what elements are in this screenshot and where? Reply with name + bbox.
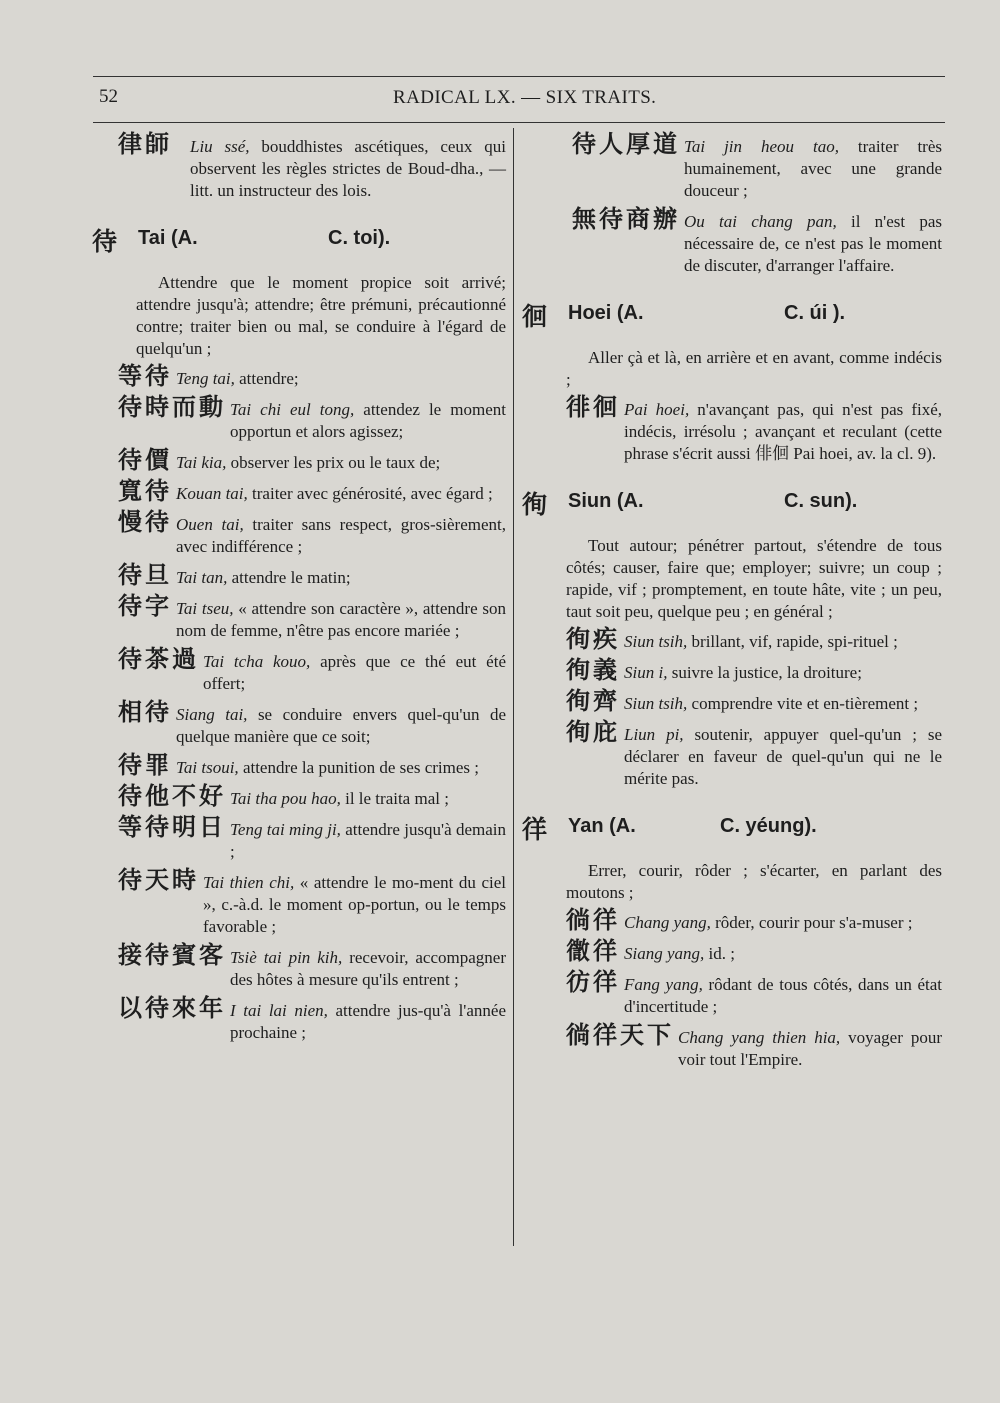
entry-romanization: Tai jin heou tao, [684, 137, 839, 156]
entry-romanization: Tai tseu, [176, 599, 234, 618]
entry-text: traiter très humainement, avec une grande douceur ; [684, 137, 942, 200]
dictionary-entry [118, 782, 506, 810]
entry-text: après que ce thé eut été offert; [203, 652, 506, 693]
page-number: 52 [99, 86, 118, 107]
dictionary-entry [566, 687, 942, 715]
dictionary-entry [118, 561, 506, 589]
left-entries-list [118, 362, 507, 1044]
dictionary-entry [566, 906, 942, 934]
entry-text: id. ; [704, 944, 735, 963]
dictionary-entry [118, 813, 506, 863]
entry-text: se conduire envers quel-qu'un de quelque manière que ce soit; [176, 705, 507, 746]
entry-text: « attendre son caractère », attendre son nom de femme, n'être pas encore mariée ; [176, 599, 506, 640]
entry-text: brillant, vif, rapide, spi-rituel ; [687, 632, 898, 651]
entry-text: suivre la justice, la droiture; [667, 663, 862, 682]
entry-text: attendre le matin; [227, 568, 351, 587]
entry-chinese: 待他不好 [118, 782, 226, 810]
entry-chinese: 待茶過 [118, 645, 199, 673]
entry-romanization: Tai tcha kouo, [203, 652, 311, 671]
entry-chinese: 徜徉 [566, 906, 620, 934]
entry-romanization: Tai tan, [176, 568, 228, 587]
entry-text: traiter sans respect, gros-sièrement, avec indifférence ; [176, 515, 506, 556]
right-sections-list [522, 299, 942, 1071]
dictionary-entry [118, 508, 506, 558]
entry-romanization: Chang yang thien hia, [678, 1028, 841, 1047]
entry-chinese: 相待 [118, 698, 172, 726]
entry-text: soutenir, appuyer quel-qu'un ; se déclarer en faveur de quel-qu'un qui ne le mérite pas. [624, 725, 942, 788]
entry-text: recevoir, accompagner des hôtes à mesure qu'ils entrent ; [230, 948, 506, 989]
head-character: 徊 [522, 302, 548, 331]
entry-text: attendre jusqu'à demain ; [230, 820, 506, 861]
entry-text: il le traita mal ; [340, 789, 449, 808]
entry-text: attendre jus-qu'à l'année prochaine ; [230, 1001, 507, 1042]
entry-chinese: 等待 [118, 362, 172, 390]
entry-romanization: Chang yang, [624, 913, 711, 932]
dictionary-entry [118, 994, 507, 1044]
entry-chinese: 待字 [118, 592, 172, 620]
entry-romanization: Tai kia, [176, 453, 227, 472]
entry-text: rôdant de tous côtés, dans un état d'incertitude ; [624, 975, 942, 1016]
entry-romanization: Siun tsih, [624, 694, 688, 713]
entry-romanization: Tai chi eul tong, [230, 400, 355, 419]
entry-chinese: 以待來年 [118, 994, 226, 1022]
dictionary-entry [566, 625, 942, 653]
right-column [522, 130, 942, 1080]
entry-romanization: Pai hoei, [624, 400, 690, 419]
dictionary-entry [572, 130, 942, 202]
definition: Tout autour; pénétrer partout, s'étendre de tous côtés; causer, faire que; employer; suivre; un coup ; rapide, vif ; promptement, en toute hâte, vite ; un peu, taut soit peu, quelque peu ; en général ; [566, 536, 942, 621]
top-rule [93, 76, 945, 77]
entry-romanization: Tai tsoui, [176, 758, 239, 777]
page-header [93, 82, 943, 116]
entry-chinese: 待人厚道 [572, 130, 680, 158]
entry-romanization: Siun tsih, [624, 632, 688, 651]
entry-chinese: 徇義 [566, 656, 620, 684]
entry-romanization: Tai tha pou hao, [230, 789, 341, 808]
entry-text: traiter avec générosité, avec égard ; [247, 484, 493, 503]
entry-chinese: 律師 [118, 130, 172, 158]
dictionary-entry [118, 592, 506, 642]
entry-text: voyager pour voir tout l'Empire. [678, 1028, 942, 1069]
dictionary-entry [566, 656, 942, 684]
head-entry [522, 812, 942, 846]
entry-romanization: Teng tai ming ji, [230, 820, 341, 839]
head-entry-tai [92, 224, 506, 258]
head-entry [522, 487, 942, 521]
entry-text: il n'est pas nécessaire de, ce n'est pas le moment de discuter, d'arranger l'affaire. [684, 212, 942, 275]
entry-chinese: 徇疾 [566, 625, 620, 653]
head-name: Yan (A. [568, 815, 636, 837]
dictionary-entry [566, 393, 942, 465]
entry-romanization: Siun i, [624, 663, 668, 682]
entry-text: comprendre vite et en-tièrement ; [687, 694, 919, 713]
head-name: Tai (A. [138, 227, 198, 249]
head-character: 徉 [522, 815, 548, 844]
column-divider [513, 128, 514, 1246]
entry-romanization: Siang tai, [176, 705, 248, 724]
dictionary-entry [572, 205, 942, 277]
head-entry [522, 299, 942, 333]
entry-chinese: 徇庇 [566, 718, 620, 746]
dictionary-entry [118, 477, 506, 505]
entry-chinese: 待時而動 [118, 393, 226, 421]
entry-romanization: Teng tai, [176, 369, 235, 388]
definition: Errer, courir, rôder ; s'écarter, en parlant des moutons ; [566, 861, 942, 902]
entry-romanization: Tai thien chi, [203, 873, 295, 892]
dictionary-entry [566, 937, 942, 965]
dictionary-entry [118, 645, 506, 695]
entry-chinese: 慢待 [118, 508, 172, 536]
entry-chinese: 無待商辦 [572, 205, 680, 233]
dictionary-entry [118, 446, 506, 474]
entry-text: n'avançant pas, qui n'est pas fixé, indécis, irrésolu ; avançant et reculant (cette phrase s'écrit aussi 俳佪 Pai hoei, av. la cl. 9). [624, 400, 942, 463]
entry-text: bouddhistes ascétiques, ceux qui observent les règles strictes de Boud-dha., — litt. un instructeur des lois. [190, 137, 506, 200]
entry-chinese: 徾徉 [566, 937, 620, 965]
dictionary-entry [118, 393, 506, 443]
head-name: Hoei (A. [568, 302, 644, 324]
entry-chinese: 寬待 [118, 477, 172, 505]
head-cantonese: C. úi ). [784, 302, 846, 324]
entry-romanization: Kouan tai, [176, 484, 248, 503]
entry-chinese: 徇齊 [566, 687, 620, 715]
head-cantonese: C. sun). [784, 490, 858, 512]
entry-romanization: Siang yang, [624, 944, 705, 963]
dictionary-entry [118, 362, 506, 390]
entry-text: attendre la punition de ses crimes ; [238, 758, 479, 777]
entry-text: observer les prix ou le taux de; [226, 453, 441, 472]
entry-chinese: 待天時 [118, 866, 199, 894]
head-cantonese: C. toi). [328, 227, 391, 249]
definition: Aller çà et là, en arrière et en avant, comme indécis ; [566, 348, 942, 389]
entry-chinese: 徘徊 [566, 393, 620, 421]
entry-romanization: Ouen tai, [176, 515, 244, 534]
running-title: RADICAL LX. — SIX TRAITS. [393, 87, 657, 108]
entry-romanization: Liu ssé, [190, 137, 250, 156]
entry-chinese: 徜徉天下 [566, 1021, 674, 1049]
entry-romanization: Tsiè tai pin kih, [230, 948, 343, 967]
entry-text: « attendre le mo-ment du ciel », c.-à.d. le moment op-portun, ou le temps favorable ; [203, 873, 506, 936]
dictionary-entry [118, 866, 506, 938]
dictionary-entry [566, 968, 942, 1018]
entry-chinese: 等待明日 [118, 813, 226, 841]
right-top-entries-list [522, 130, 942, 277]
head-cantonese: C. yéung). [720, 815, 817, 837]
entry-romanization: Liun pi, [624, 725, 684, 744]
entry-text: attendez le moment opportun et alors agissez; [230, 400, 506, 441]
left-column [92, 130, 507, 1053]
head-character: 徇 [522, 490, 548, 519]
entry-text: attendre; [234, 369, 299, 388]
entry-chinese: 待罪 [118, 751, 172, 779]
dictionary-entry [118, 698, 507, 748]
head-name: Siun (A. [568, 490, 644, 512]
entry-text: rôder, courir pour s'a-muser ; [710, 913, 913, 932]
entry-liu-sse [118, 130, 506, 202]
entry-chinese: 彷徉 [566, 968, 620, 996]
dictionary-entry [118, 751, 506, 779]
header-rule [93, 122, 945, 123]
dictionary-entry [566, 1021, 942, 1071]
entry-romanization: I tai lai nien, [230, 1001, 328, 1020]
entry-chinese: 待價 [118, 446, 172, 474]
dictionary-entry [566, 718, 942, 790]
entry-chinese: 接待賓客 [118, 941, 226, 969]
entry-romanization: Fang yang, [624, 975, 703, 994]
dictionary-entry [118, 941, 506, 991]
definition-tai: Attendre que le moment propice soit arrivé; attendre jusqu'à; attendre; être prémuni, précautionné contre; traiter bien ou mal, se conduire à l'égard de quelqu'un ; [136, 273, 506, 358]
entry-chinese: 待旦 [118, 561, 172, 589]
entry-romanization: Ou tai chang pan, [684, 212, 837, 231]
head-character: 待 [92, 227, 118, 256]
